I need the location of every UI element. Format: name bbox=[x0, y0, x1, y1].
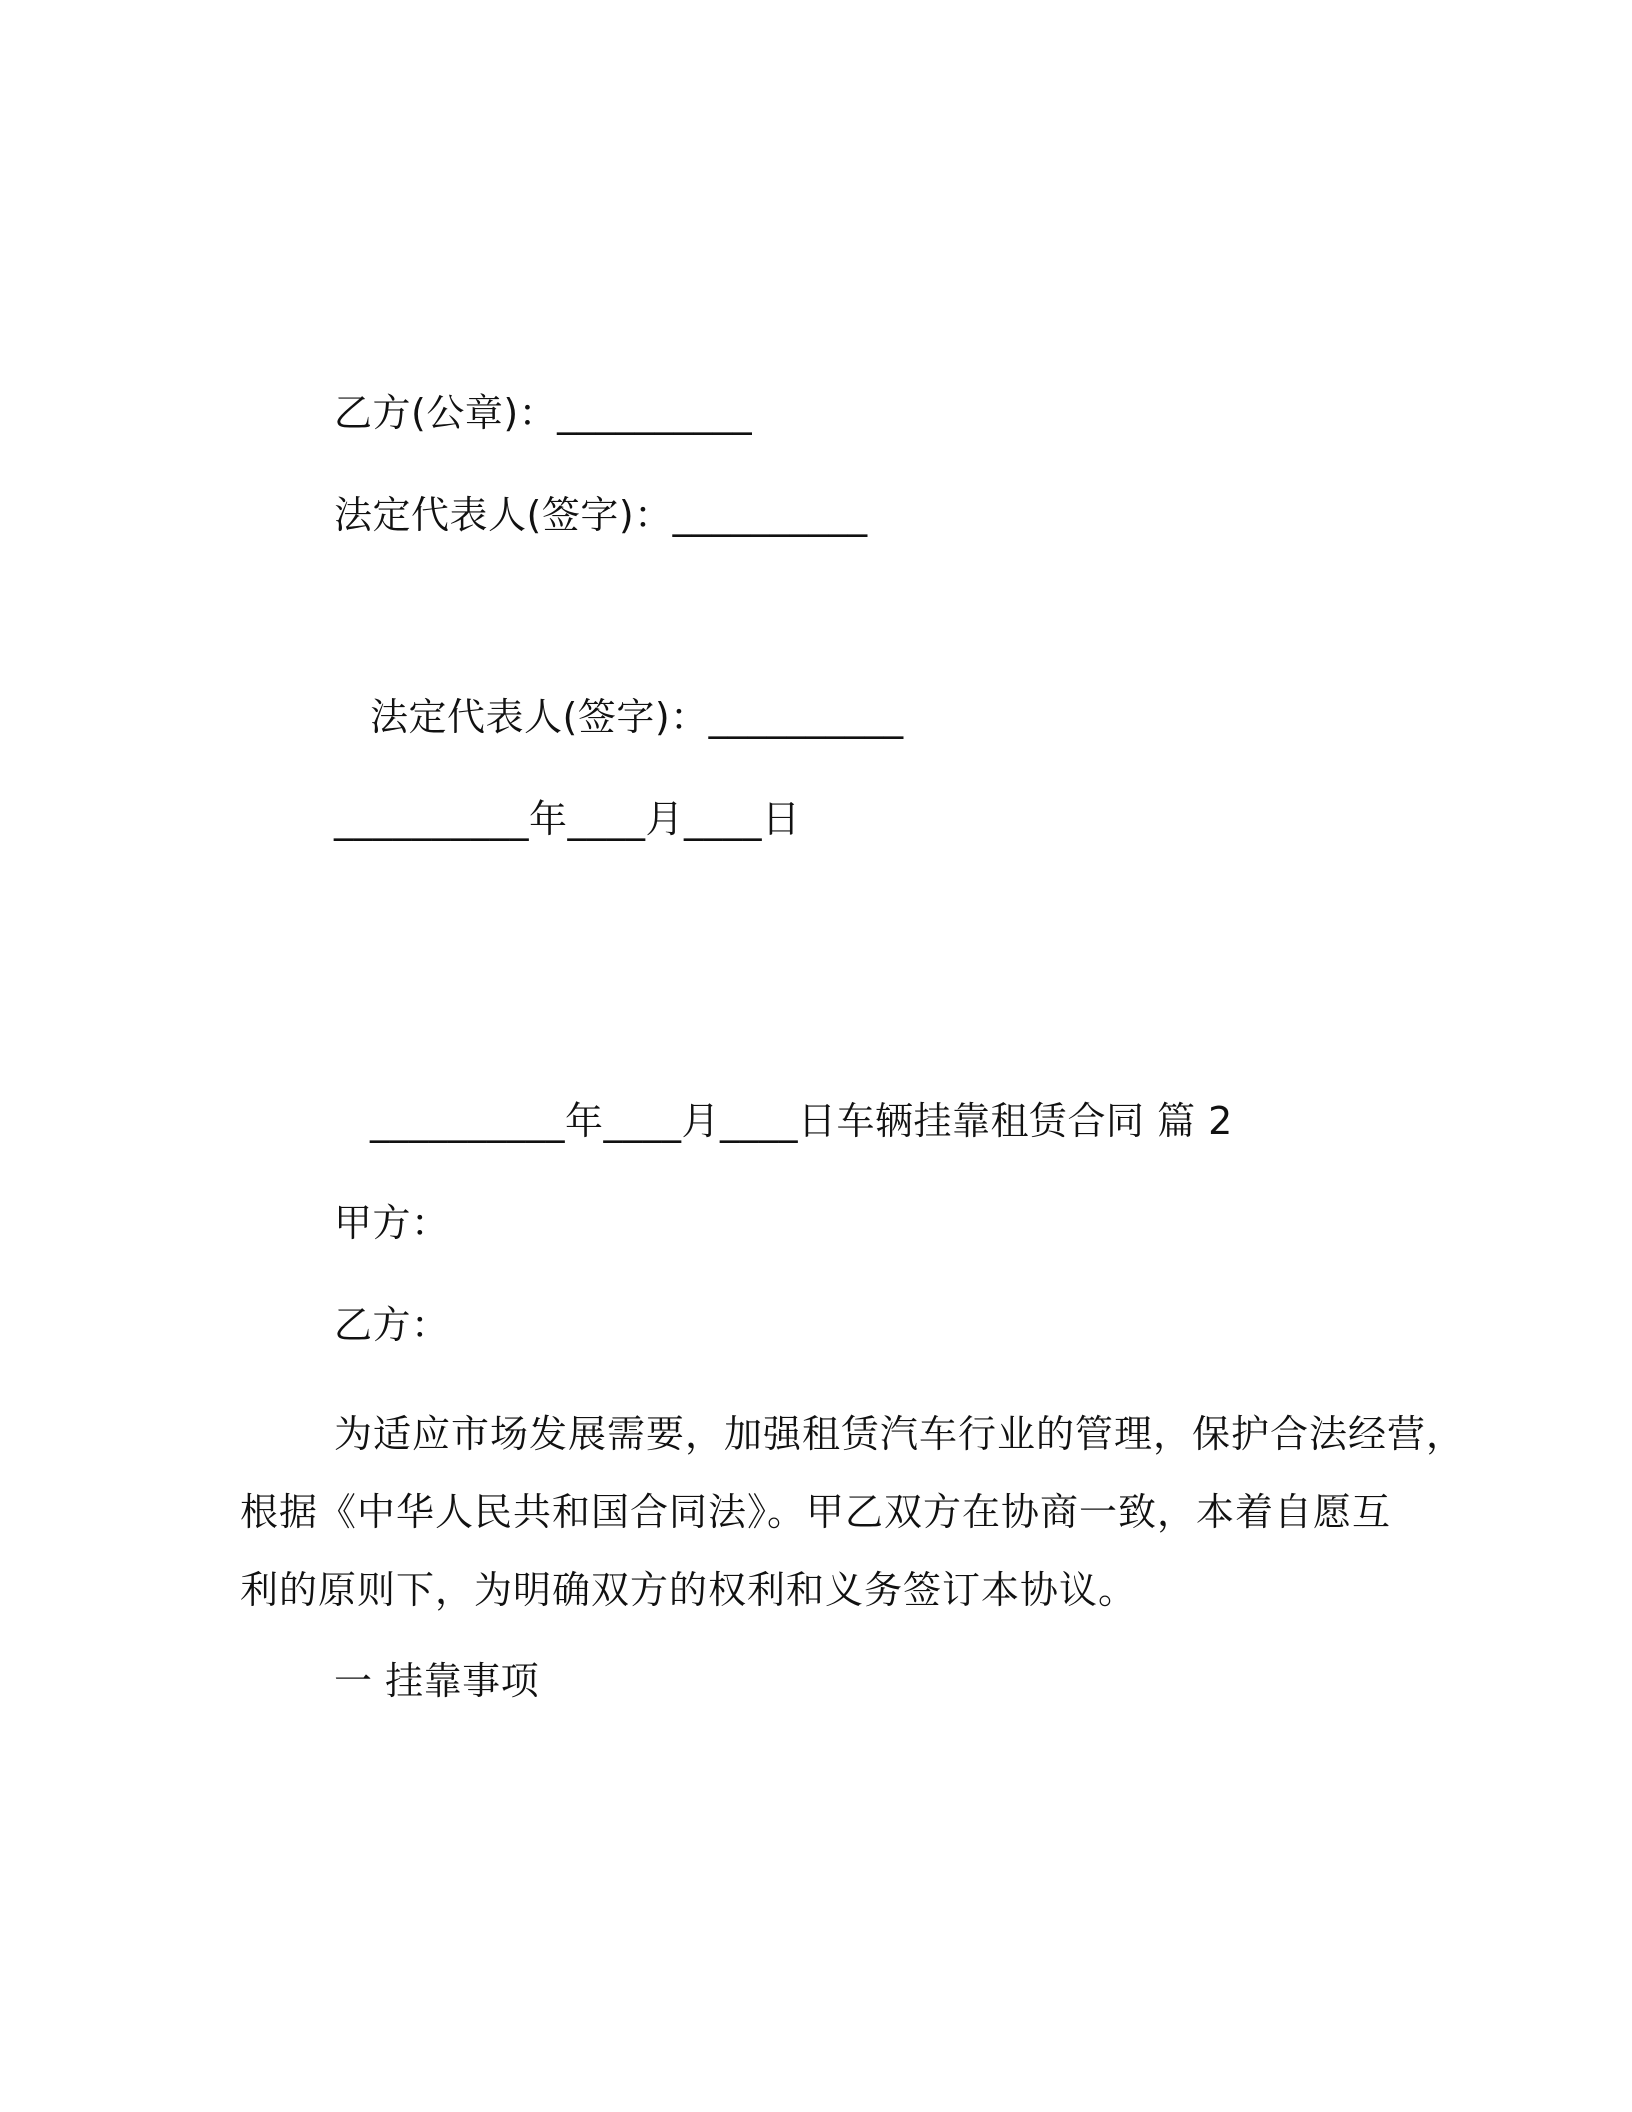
intro-paragraph bbox=[240, 1395, 1466, 1629]
intro-line: 利的原则下，为明确双方的权利和义务签订本协议。 bbox=[240, 1568, 1138, 1612]
intro-line: 根据《中华人民共和国合同法》。甲乙双方在协商一致，本着自愿互 bbox=[240, 1490, 1392, 1534]
date-line: __________年____月____日 bbox=[334, 797, 801, 841]
party-b-seal-line: 乙方(公章)：__________ bbox=[334, 391, 753, 435]
legal-rep-signature-line-1: 法定代表人(签字)：__________ bbox=[334, 493, 868, 537]
intro-line: 为适应市场发展需要，加强租赁汽车行业的管理，保护合法经营， bbox=[334, 1412, 1466, 1456]
contract-title: __________年____月____日车辆挂靠租赁合同 篇 2 bbox=[370, 1099, 1233, 1143]
party-a-label: 甲方： bbox=[334, 1201, 450, 1245]
party-b-label: 乙方： bbox=[334, 1303, 450, 1347]
section-heading: 一 挂靠事项 bbox=[334, 1659, 540, 1703]
legal-rep-signature-line-2: 法定代表人(签字)：__________ bbox=[370, 695, 904, 739]
